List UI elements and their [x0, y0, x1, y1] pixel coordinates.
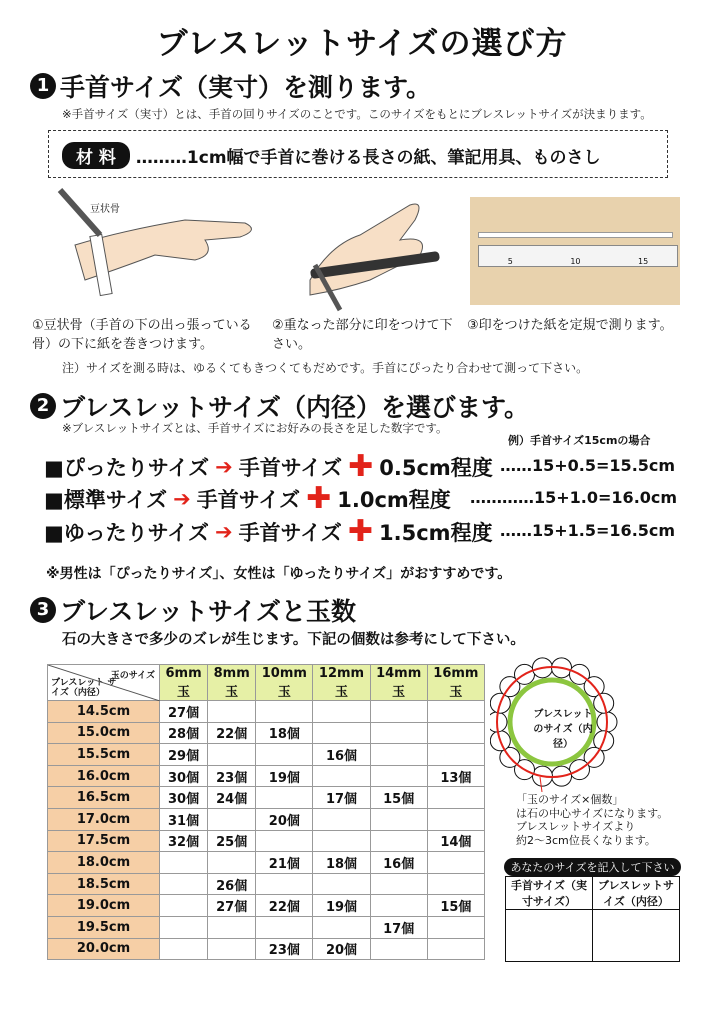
count-cell: 27個: [160, 701, 208, 723]
size-cell: 17.0cm: [48, 808, 160, 830]
wrist-size-entry[interactable]: [506, 910, 593, 962]
count-cell: 27個: [208, 895, 256, 917]
row-add: 1.5cm程度: [379, 521, 493, 545]
count-cell: 26個: [208, 873, 256, 895]
table-row: [48, 852, 485, 874]
count-cell: 22個: [208, 722, 256, 744]
count-cell: [427, 787, 484, 809]
count-cell: [256, 744, 313, 766]
count-cell: [313, 722, 370, 744]
wrist-wrap-illustration: [45, 185, 275, 315]
count-cell: 14個: [427, 830, 484, 852]
count-cell: [427, 916, 484, 938]
note-line: ブレスレットサイズより: [516, 820, 636, 833]
marking-illustration: [290, 185, 460, 315]
count-cell: 24個: [208, 787, 256, 809]
count-cell: 22個: [256, 895, 313, 917]
plus-icon: ✚: [306, 481, 332, 516]
count-cell: 25個: [208, 830, 256, 852]
caution-note: 注）サイズを測る時は、ゆるくてもきつくてもだめです。手首にぴったり合わせて測って下さい。: [62, 361, 589, 375]
size-cell: 16.0cm: [48, 765, 160, 787]
count-cell: [208, 938, 256, 960]
count-cell: [313, 916, 370, 938]
row-wrist: 手首サイズ: [238, 521, 342, 545]
section-1-heading: [30, 68, 431, 104]
bead-count-table: [47, 664, 485, 960]
arrow-icon: ➔: [173, 487, 191, 511]
count-cell: [256, 701, 313, 723]
count-cell: [427, 722, 484, 744]
column-header: 6mm玉: [160, 665, 208, 701]
heading-text: ブレスレットサイズ（内径）を選びます。: [60, 393, 530, 422]
column-header: 12mm玉: [313, 665, 370, 701]
size-cell: 17.5cm: [48, 830, 160, 852]
plus-icon: ✚: [347, 514, 374, 549]
page-title: ブレスレットサイズの選び方: [156, 26, 568, 62]
table-row: [48, 873, 485, 895]
column-header: 14mm玉: [370, 665, 427, 701]
size-cell: 15.0cm: [48, 722, 160, 744]
count-cell: [208, 744, 256, 766]
count-cell: [160, 852, 208, 874]
count-cell: [313, 765, 370, 787]
table-row: [48, 938, 485, 960]
materials: [62, 142, 601, 169]
column-header: 16mm玉: [427, 665, 484, 701]
count-cell: 15個: [370, 787, 427, 809]
size-cell: 19.5cm: [48, 916, 160, 938]
corner-header: [48, 665, 160, 701]
diagram-note: [516, 793, 668, 847]
count-cell: [313, 873, 370, 895]
count-cell: [370, 765, 427, 787]
form-col-bracelet: ブレスレットサイズ（内径）: [593, 877, 680, 910]
count-cell: 17個: [313, 787, 370, 809]
size-row-snug: [44, 449, 493, 484]
ruler-tick: 15: [638, 257, 649, 266]
table-row: [48, 722, 485, 744]
count-cell: [256, 916, 313, 938]
size-cell: 18.5cm: [48, 873, 160, 895]
recommendation: ※男性は「ぴったりサイズ」、女性は「ゆったりサイズ」がおすすめです。: [46, 566, 512, 582]
count-cell: [370, 938, 427, 960]
count-cell: 30個: [160, 765, 208, 787]
count-cell: [160, 938, 208, 960]
materials-text: ………1cm幅で手首に巻ける長さの紙、筆記用具、ものさし: [135, 148, 601, 168]
count-cell: 18個: [313, 852, 370, 874]
count-cell: [208, 916, 256, 938]
count-cell: [256, 787, 313, 809]
form-title: あなたのサイズを記入して下さい: [504, 858, 681, 876]
calc-snug: ……15+0.5=15.5cm: [500, 456, 676, 475]
count-cell: [370, 701, 427, 723]
table-row: [48, 830, 485, 852]
count-cell: 23個: [256, 938, 313, 960]
diagram-label: ブレスレットのサイズ（内径）: [533, 709, 593, 750]
step-3-caption: ③印をつけた紙を定規で測ります。: [467, 318, 673, 333]
ruler-photo: [470, 197, 680, 305]
note-line: は石の中心サイズになります。: [516, 806, 669, 820]
step-number: 2: [30, 393, 56, 419]
table-row: [48, 787, 485, 809]
table-row: [48, 808, 485, 830]
arrow-icon: ➔: [214, 520, 233, 544]
count-cell: 30個: [160, 787, 208, 809]
count-cell: [256, 873, 313, 895]
count-cell: 20個: [313, 938, 370, 960]
table-row: [48, 744, 485, 766]
count-cell: [370, 873, 427, 895]
count-cell: [370, 722, 427, 744]
column-header: 10mm玉: [256, 665, 313, 701]
heading-text: ブレスレットサイズと玉数: [60, 597, 357, 626]
count-cell: [427, 852, 484, 874]
table-row: [48, 765, 485, 787]
form-col-wrist: 手首サイズ（実寸サイズ）: [506, 877, 593, 910]
count-cell: [208, 852, 256, 874]
size-row-standard: [44, 481, 451, 516]
table-row: [48, 701, 485, 723]
section-3-heading: [30, 592, 356, 628]
step-1-caption: ①豆状骨（手首の下の出っ張っている骨）の下に紙を巻きつけます。: [32, 318, 252, 352]
bead: [490, 712, 507, 732]
row-add: 0.5cm程度: [379, 456, 493, 480]
step-number: 3: [30, 597, 56, 623]
size-cell: 16.5cm: [48, 787, 160, 809]
count-cell: [370, 744, 427, 766]
section-3-sub: 石の大きさで多少のズレが生じます。下記の個数は参考にして下さい。: [62, 632, 525, 648]
count-cell: 23個: [208, 765, 256, 787]
row-name: ■ぴったりサイズ: [44, 456, 210, 480]
count-cell: [313, 808, 370, 830]
size-cell: 14.5cm: [48, 701, 160, 723]
count-cell: [208, 808, 256, 830]
count-cell: 31個: [160, 808, 208, 830]
corner-bottom: ブレスレット サイズ（内径）: [51, 678, 117, 698]
count-cell: [427, 701, 484, 723]
count-cell: [160, 873, 208, 895]
size-entry-form: [505, 876, 680, 962]
count-cell: 16個: [313, 744, 370, 766]
row-name: ■ゆったりサイズ: [44, 521, 209, 545]
size-cell: 18.0cm: [48, 852, 160, 874]
heading-text: 手首サイズ（実寸）を測ります。: [60, 73, 432, 102]
count-cell: [370, 830, 427, 852]
count-cell: 19個: [256, 765, 313, 787]
count-cell: 32個: [160, 830, 208, 852]
count-cell: [427, 808, 484, 830]
size-cell: 15.5cm: [48, 744, 160, 766]
count-cell: 20個: [256, 808, 313, 830]
count-cell: [313, 701, 370, 723]
count-cell: [370, 895, 427, 917]
ruler-tick: 10: [570, 257, 581, 266]
corner-top: 玉のサイズ: [110, 671, 155, 681]
count-cell: [427, 873, 484, 895]
count-cell: 16個: [370, 852, 427, 874]
row-add: 1.0cm程度: [337, 488, 451, 512]
step-2-caption: ②重なった部分に印をつけて下さい。: [272, 318, 453, 352]
table-row: [48, 916, 485, 938]
ruler-tick: 5: [507, 257, 513, 266]
section-2-note: ※ブレスレットサイズとは、手首サイズにお好みの長さを足した数字です。: [62, 421, 448, 435]
example-label: 例）手首サイズ15cmの場合: [508, 434, 651, 447]
count-cell: 17個: [370, 916, 427, 938]
bone-label: 豆状骨: [90, 204, 120, 215]
note-line: 「玉のサイズ×個数」: [516, 793, 624, 806]
row-wrist: 手首サイズ: [196, 488, 301, 512]
count-cell: [370, 808, 427, 830]
count-cell: [313, 830, 370, 852]
section-1-note: ※手首サイズ（実寸）とは、手首の回りサイズのことです。このサイズをもとにブレスレットサイズが決まります。: [62, 107, 652, 121]
count-cell: 21個: [256, 852, 313, 874]
note-line: 約2〜3cm位長くなります。: [516, 833, 656, 847]
count-cell: [160, 916, 208, 938]
count-cell: [427, 744, 484, 766]
count-cell: 19個: [313, 895, 370, 917]
arrow-icon: ➔: [215, 455, 233, 479]
bracelet-size-entry[interactable]: [593, 910, 680, 962]
row-wrist: 手首サイズ: [238, 456, 343, 480]
count-cell: [160, 895, 208, 917]
column-header: 8mm玉: [208, 665, 256, 701]
section-2-heading: [30, 388, 529, 424]
count-cell: [256, 830, 313, 852]
count-cell: 18個: [256, 722, 313, 744]
calc-standard: …………15+1.0=16.0cm: [470, 488, 678, 507]
count-cell: 28個: [160, 722, 208, 744]
calc-loose: ……15+1.5=16.5cm: [500, 521, 676, 540]
step-number: 1: [30, 73, 56, 99]
count-cell: [208, 701, 256, 723]
table-row: [48, 895, 485, 917]
count-cell: 13個: [427, 765, 484, 787]
plus-icon: ✚: [348, 449, 374, 484]
size-row-loose: [44, 514, 493, 549]
count-cell: 29個: [160, 744, 208, 766]
count-cell: [427, 938, 484, 960]
size-cell: 20.0cm: [48, 938, 160, 960]
row-name: ■標準サイズ: [44, 488, 168, 512]
materials-label: 材 料: [62, 142, 130, 169]
size-cell: 19.0cm: [48, 895, 160, 917]
count-cell: 15個: [427, 895, 484, 917]
